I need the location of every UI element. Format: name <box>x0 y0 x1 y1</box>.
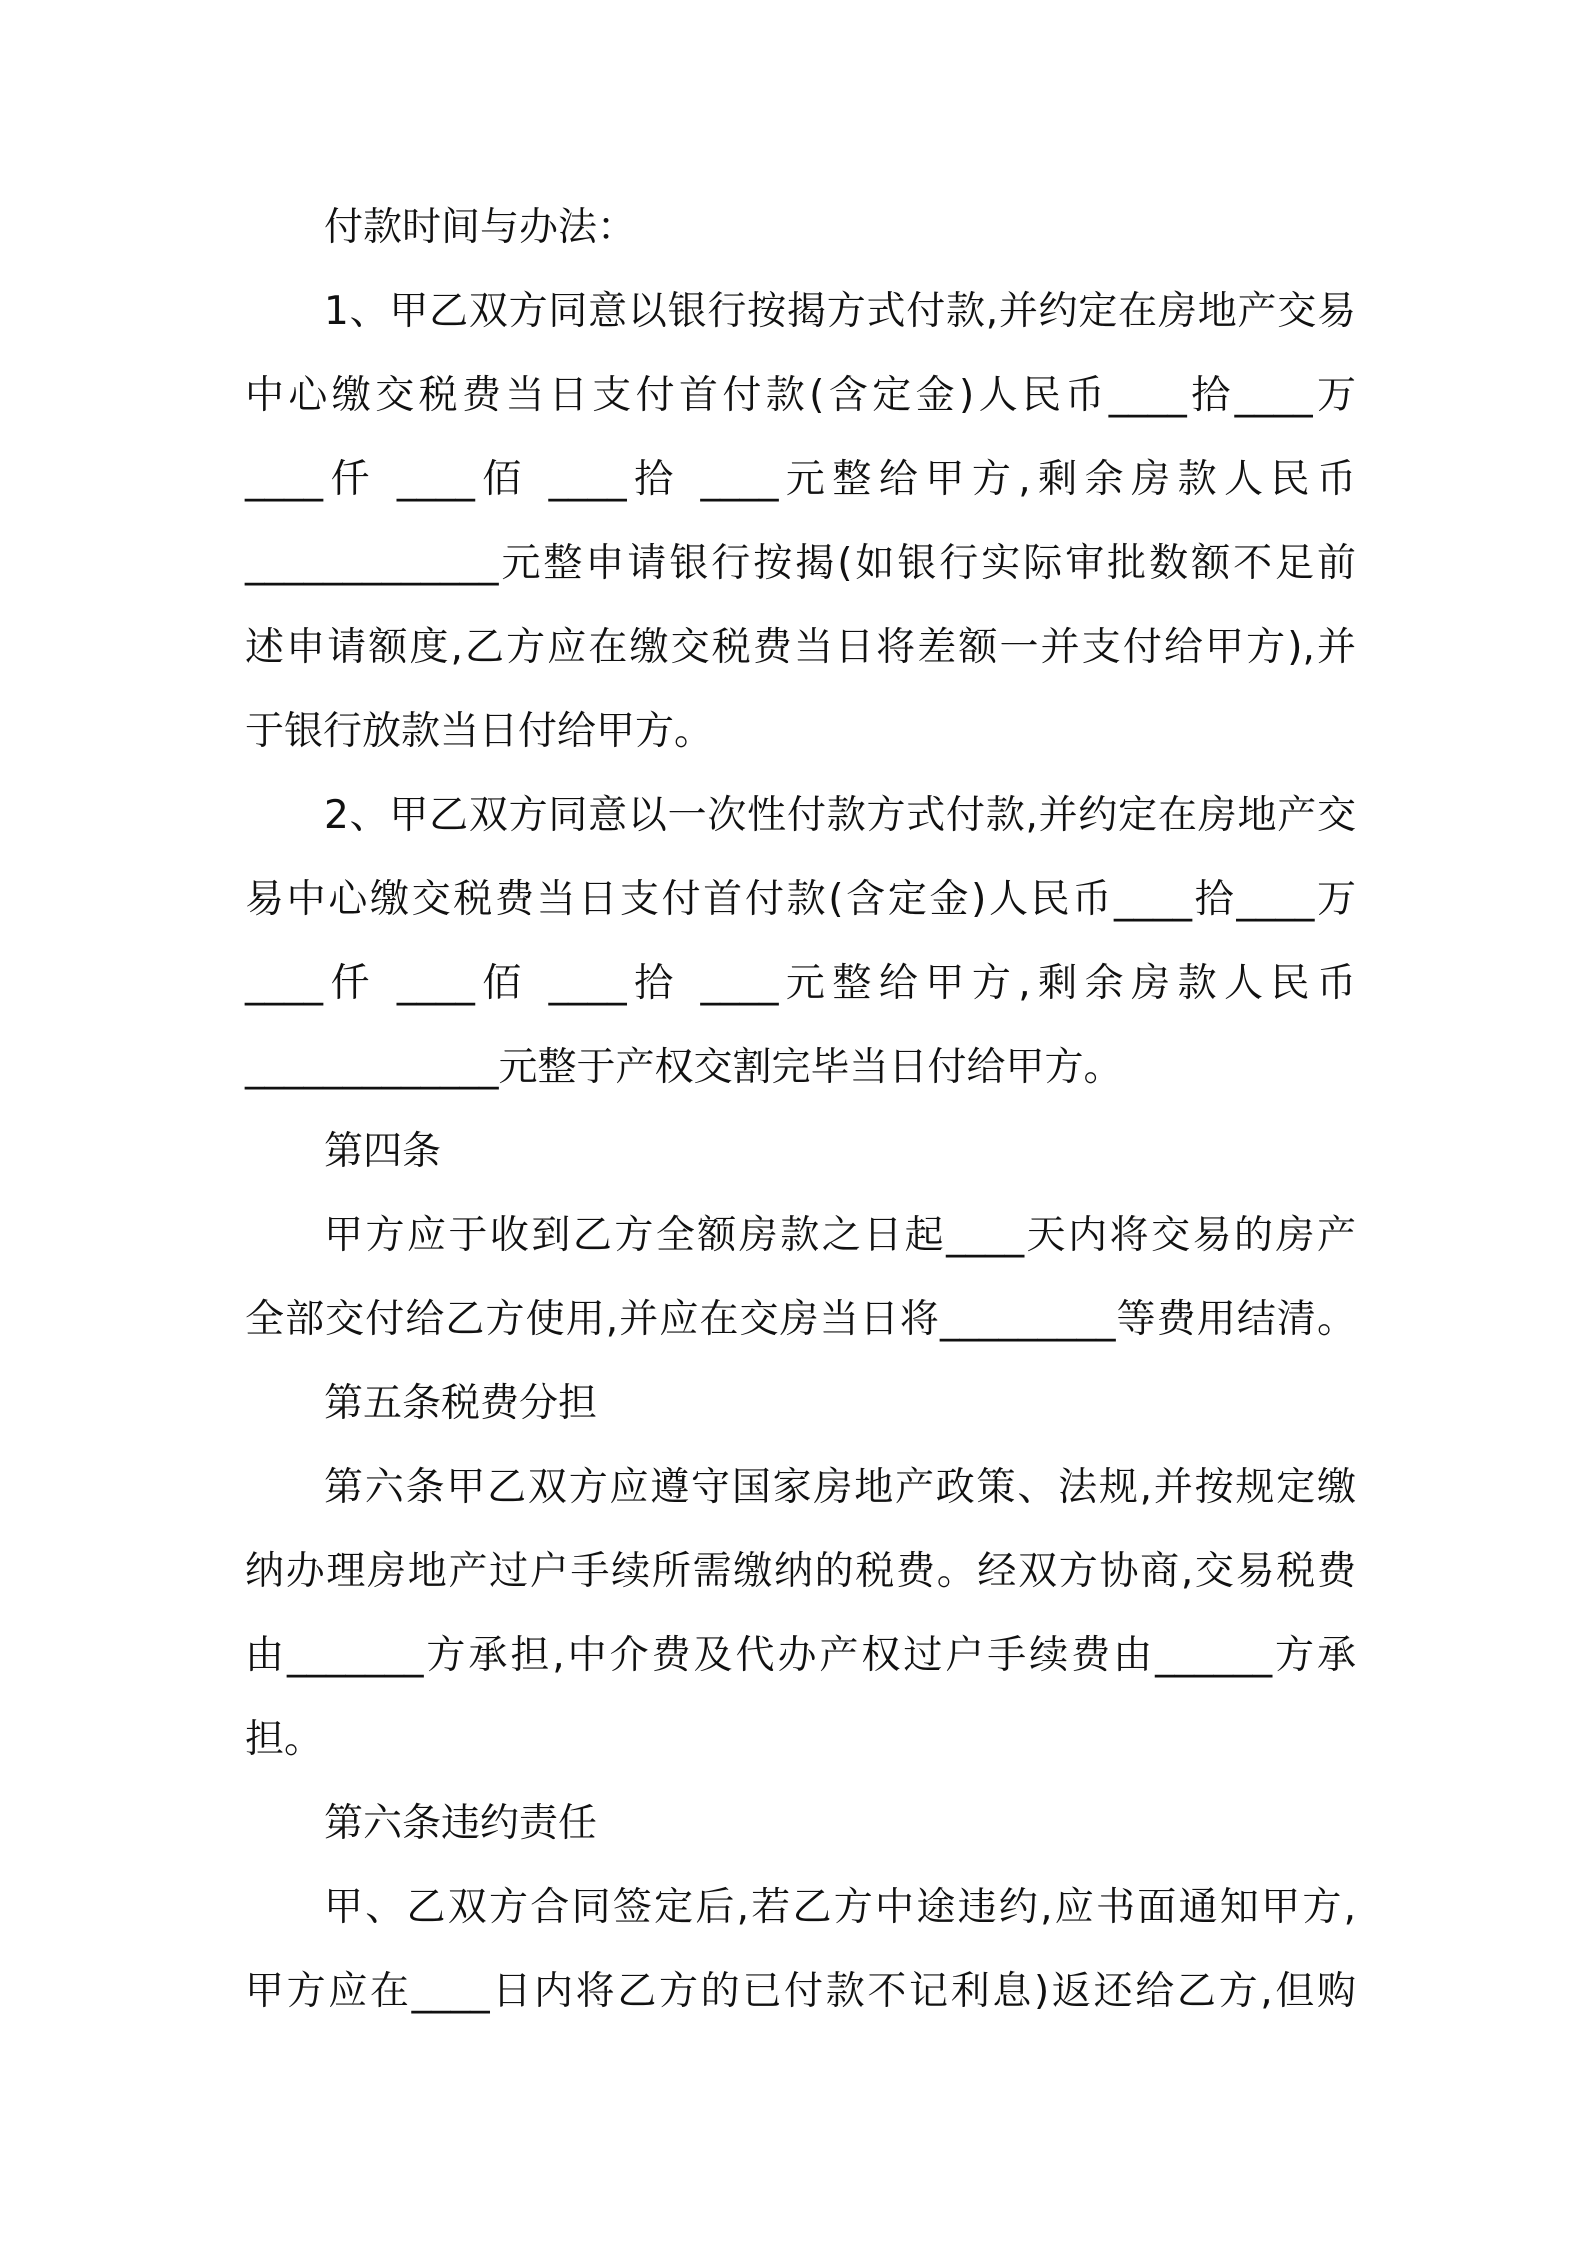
mortgage-payment-paragraph <box>245 270 1356 774</box>
paragraph-line: ____仟 ____佰 ____拾 ____元整给甲方,剩余房款人民币 <box>245 457 1356 502</box>
tax-sharing-paragraph <box>245 1446 1356 1782</box>
payment-terms-heading-paragraph <box>245 186 1356 270</box>
lump-sum-payment-paragraph <box>245 774 1356 1110</box>
article-5-heading: 第五条税费分担 <box>324 1381 598 1426</box>
paragraph-line: _____________元整于产权交割完毕当日付给甲方。 <box>245 1045 1123 1090</box>
article-5-heading-paragraph <box>245 1362 1356 1446</box>
paragraph-line: ____仟 ____佰 ____拾 ____元整给甲方,剩余房款人民币 <box>245 961 1356 1006</box>
payment-terms-heading: 付款时间与办法： <box>324 205 637 250</box>
paragraph-line: 第六条甲乙双方应遵守国家房地产政策、法规,并按规定缴 <box>324 1465 1356 1510</box>
paragraph-line: _____________元整申请银行按揭(如银行实际审批数额不足前 <box>245 541 1356 586</box>
handover-paragraph <box>245 1194 1356 1362</box>
paragraph-line: 全部交付给乙方使用,并应在交房当日将_________等费用结清。 <box>245 1297 1356 1342</box>
paragraph-line: 担。 <box>245 1717 324 1762</box>
paragraph-line: 纳办理房地产过户手续所需缴纳的税费。经双方协商,交易税费 <box>245 1549 1356 1594</box>
article-6-heading: 第六条违约责任 <box>324 1801 598 1846</box>
article-4-heading-paragraph <box>245 1110 1356 1194</box>
paragraph-line: 甲方应于收到乙方全额房款之日起____天内将交易的房产 <box>324 1213 1356 1258</box>
article-4-heading: 第四条 <box>324 1129 442 1174</box>
paragraph-line: 2、甲乙双方同意以一次性付款方式付款,并约定在房地产交 <box>324 793 1356 838</box>
paragraph-line: 由_______方承担,中介费及代办产权过户手续费由______方承 <box>245 1633 1356 1678</box>
paragraph-line: 于银行放款当日付给甲方。 <box>245 709 714 754</box>
document-body <box>245 186 1356 2034</box>
paragraph-line: 甲方应在____日内将乙方的已付款不记利息)返还给乙方,但购 <box>245 1969 1356 2014</box>
paragraph-line: 甲、乙双方合同签定后,若乙方中途违约,应书面通知甲方, <box>324 1885 1356 1930</box>
breach-liability-paragraph <box>245 1866 1356 2034</box>
article-6-heading-paragraph <box>245 1782 1356 1866</box>
paragraph-line: 中心缴交税费当日支付首付款(含定金)人民币____拾____万 <box>245 373 1356 418</box>
paragraph-line: 述申请额度,乙方应在缴交税费当日将差额一并支付给甲方),并 <box>245 625 1356 670</box>
paragraph-line: 易中心缴交税费当日支付首付款(含定金)人民币____拾____万 <box>245 877 1356 922</box>
paragraph-line: 1、甲乙双方同意以银行按揭方式付款,并约定在房地产交易 <box>324 289 1356 334</box>
